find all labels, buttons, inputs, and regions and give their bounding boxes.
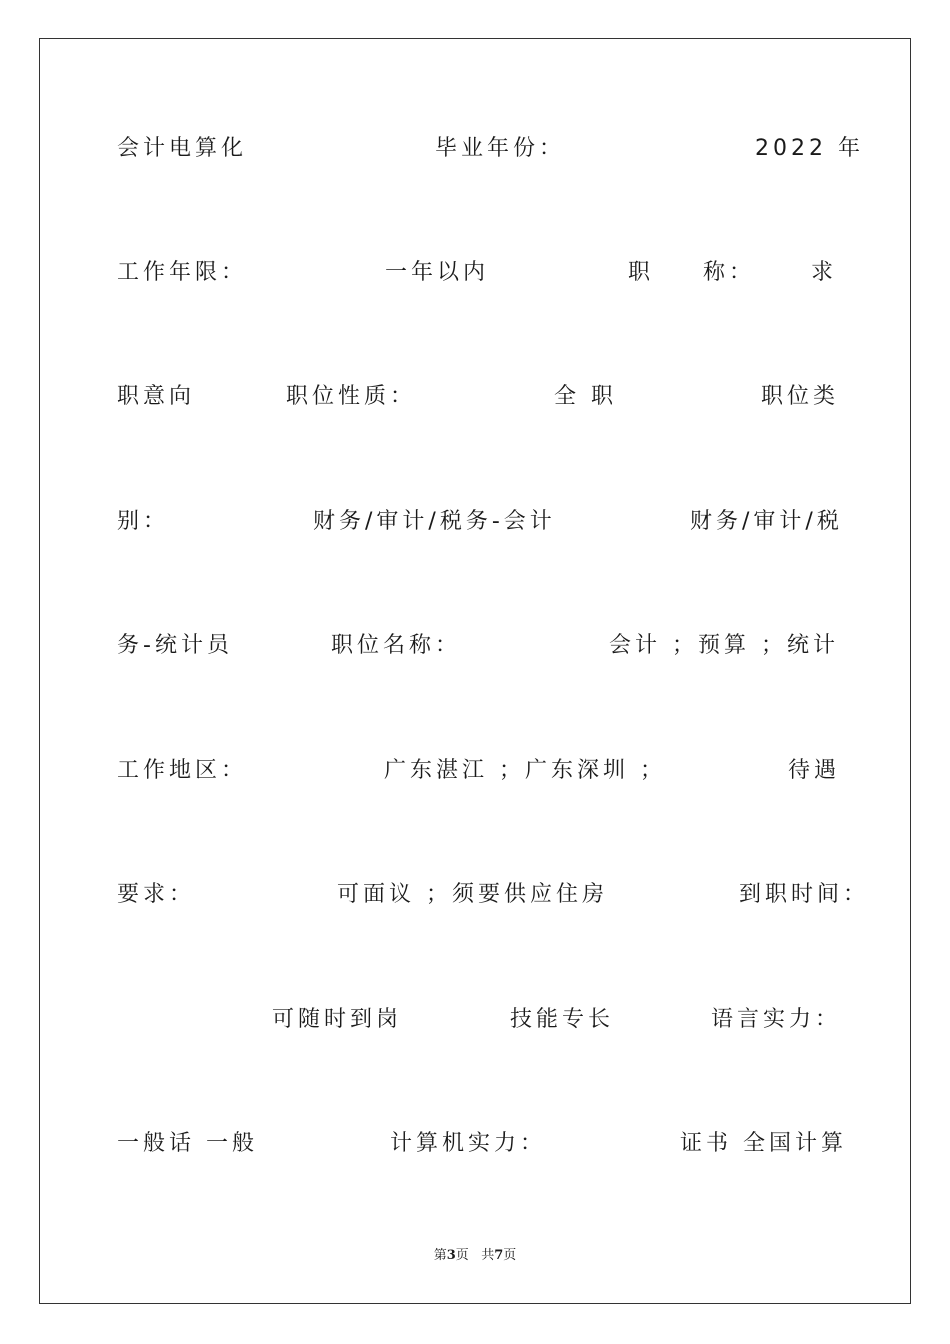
- text-line-8: [0, 1003, 950, 1037]
- field-work-region-label: 工作地区：: [117, 758, 248, 783]
- field-job-name-label: 职位名称：: [331, 633, 462, 658]
- page-border: [39, 38, 911, 1304]
- field-job-category-value-1: 财务/审计/税务-会计: [313, 509, 556, 534]
- field-salary-label-part2: 要求：: [117, 882, 196, 907]
- field-computer-ability-value: 证书 全国计算: [680, 1131, 847, 1156]
- field-start-time-label: 到职时间：: [739, 882, 870, 907]
- field-graduation-year-value: 2022 年: [755, 136, 864, 161]
- field-work-region-value: 广东湛江 ；广东深圳 ；: [384, 758, 666, 783]
- field-start-time-value: 可随时到岗: [272, 1007, 403, 1032]
- field-computer-ability-label: 计算机实力：: [390, 1131, 547, 1156]
- text-line-7: [0, 878, 950, 912]
- field-salary-value: 可面议 ；须要供应住房: [337, 882, 608, 907]
- field-work-years-value: 一年以内: [385, 260, 490, 285]
- page-footer: [0, 1246, 950, 1266]
- field-job-category-label-part1: 职位类: [761, 384, 840, 409]
- section-skills-heading: 技能专长: [510, 1007, 615, 1032]
- field-graduation-year-label: 毕业年份：: [435, 136, 566, 161]
- text-line-9: [0, 1127, 950, 1161]
- field-language-ability-value: 一般话 一般: [117, 1131, 258, 1156]
- field-major-value: 会计电算化: [117, 136, 248, 161]
- field-salary-label-part1: 待遇: [788, 758, 841, 783]
- footer-total-suffix: 页: [503, 1248, 517, 1263]
- field-job-category-value-2-part2: 务-统计员: [117, 633, 233, 658]
- field-job-category-label-part2: 别：: [117, 509, 170, 534]
- field-job-category-value-2-part1: 财务/审计/税: [690, 509, 843, 534]
- field-language-ability-label: 语言实力：: [711, 1007, 842, 1032]
- text-line-3: [0, 380, 950, 414]
- text-line-2: [0, 256, 950, 290]
- footer-page-total: 7: [494, 1248, 504, 1263]
- field-job-intent-part2: 职意向: [117, 384, 196, 409]
- field-title-label-part2: 称：: [703, 260, 756, 285]
- field-job-nature-value: 全 职: [554, 384, 617, 409]
- field-job-name-value: 会计 ；预算 ；统计: [609, 633, 839, 658]
- field-job-intent-part1: 求: [811, 260, 838, 285]
- field-job-nature-label: 职位性质：: [286, 384, 417, 409]
- text-line-1: [0, 132, 950, 166]
- field-title-label-part1: 职: [628, 260, 655, 285]
- footer-total-prefix: 共: [481, 1248, 495, 1263]
- text-line-4: [0, 505, 950, 539]
- footer-page-current: 3: [446, 1248, 456, 1263]
- text-line-6: [0, 754, 950, 788]
- footer-page-suffix: 页: [455, 1248, 469, 1263]
- text-line-5: [0, 629, 950, 663]
- footer-page-prefix: 第: [433, 1248, 447, 1263]
- field-work-years-label: 工作年限：: [117, 260, 248, 285]
